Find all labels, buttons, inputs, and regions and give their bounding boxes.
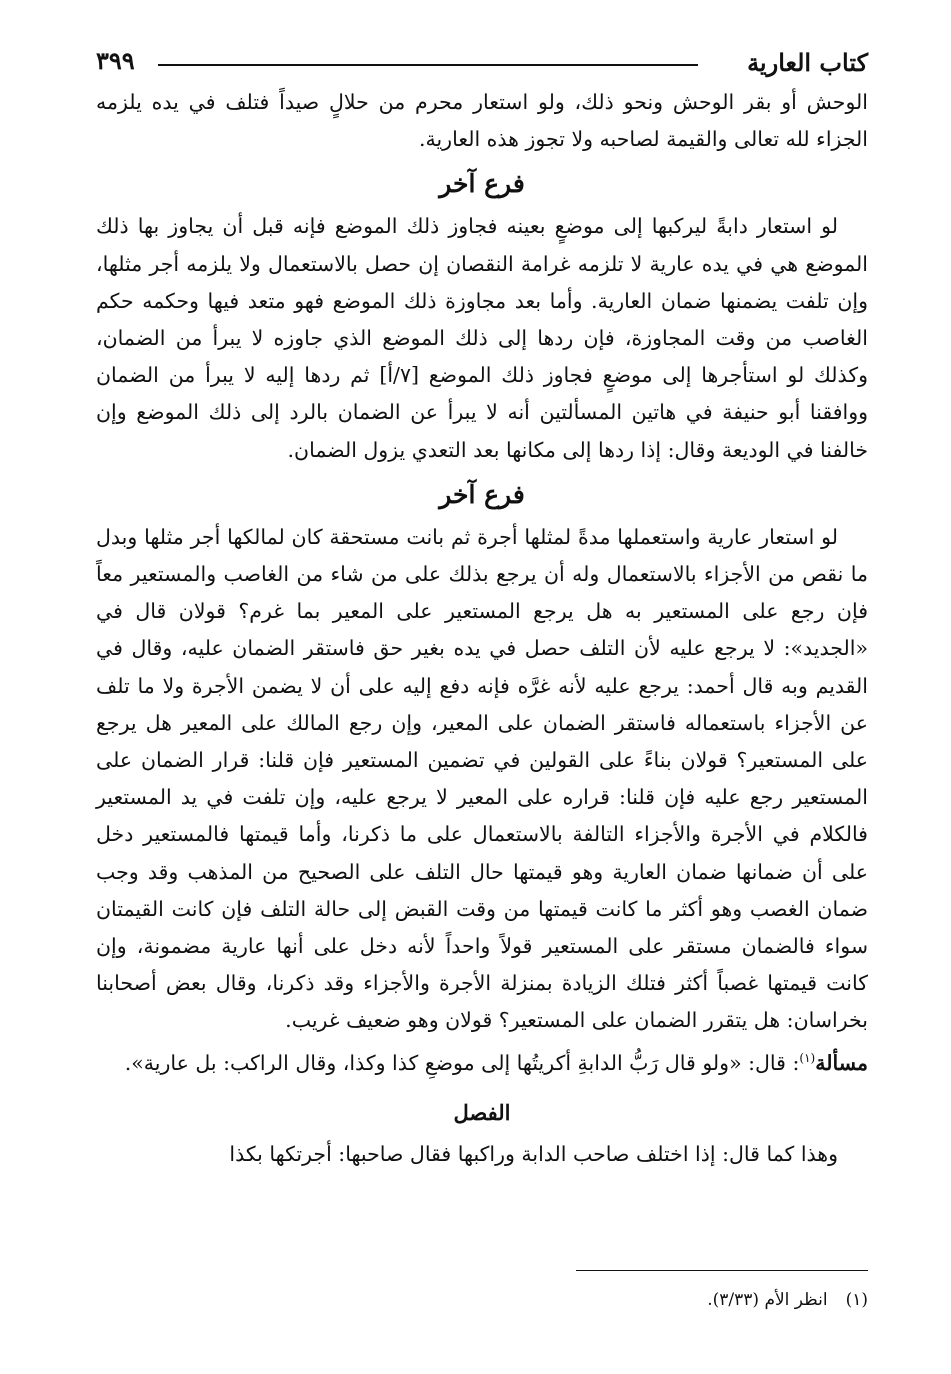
paragraph-riding-animal: لو استعار دابةً ليركبها إلى موضعٍ بعينه فجاوز ذلك الموضع فإنه قبل أن يجاوز بها ذلك الموضع هي في يده عارية لا تلزمه غرامة النقصان إن حصل بالاستعمال ولا يلزمه أجر مثلها، وإن تلفت يضمنها ضمان العارية. وأما بعد مجاوزة ذلك الموضع فهو متعد فيها وحكمه حكم الغاصب من وقت المجاوزة، فإن ردها إلى ذلك الموضع الذي جاوزه لا يبرأ من الضمان، وكذلك لو استأجرها إلى موضعٍ فجاوز ذلك الموضع [٧/أ] ثم ردها إليه لا يبرأ من الضمان ووافقنا أبو حنيفة في هاتين المسألتين أنه لا يبرأ عن الضمان بالرد إلى ذلك الموضع وإن خالفنا في الوديعة وقال: إذا ردها إلى مكانها بعد التعدي يزول الضمان. [96, 214, 868, 462]
footnote-reference: (١) [799, 1050, 816, 1065]
header-rule [158, 64, 698, 66]
footnote-number: (١) [845, 1290, 868, 1310]
paragraph-masala [96, 1040, 868, 1082]
paragraph-borrowed-item: لو استعار عارية واستعملها مدةً لمثلها أجرة ثم بانت مستحقة كان لمالكها أجر مثلها وبدل ما نقص من الأجزاء بالاستعمال وله أن يرجع بذلك على من شاء من الغاصب والمستعير معاً فإن رجع على المستعير به هل يرجع المستعير على المعير بما غرم؟ قولان قال في «الجديد»: لا يرجع عليه لأن التلف حصل في يده بغير حق فاستقر الضمان عليه، وقال في القديم وبه قال أحمد: يرجع عليه لأنه غرَّه فإنه دفع إليه على أن لا يضمن الأجرة ولا ما تلف عن الأجزاء باستعماله فاستقر الضمان على المعير، وإن رجع المالك على المعير هل يرجع على المستعير؟ قولان بناءً على القولين في تضمين المستعير فإن قلنا: قرار الضمان على المستعير رجع عليه فإن قلنا: قراره على المعير لا يرجع عليه، وإن تلفت في يد المستعير فالكلام في الأجرة والأجزاء التالفة بالاستعمال على ما ذكرنا، وأما قيمتها فالمستعير دخل على أن ضمانها ضمان العارية وهو قيمتها حال التلف على الصحيح من المذهب وقد وجب ضمان الغصب وهو أكثر ما كانت قيمتها من وقت القبض إلى حالة التلف فإن كانت القيمتان سواء فالضمان مستقر على المستعير قولاً واحداً لأنه دخل على أنها عارية مضمونة، وإن كانت قيمتها غصباً أكثر فتلك الزيادة بمنزلة الأجرة والأجزاء وقد ذكرنا، وقال بعض أصحابنا بخراسان: هل يتقرر الضمان على المستعير؟ قولان وهو ضعيف غريب. [96, 524, 868, 1033]
paragraph-fasl: وهذا كما قال: إذا اختلف صاحب الدابة وراكبها فقال صاحبها: أجرتكها بكذا [229, 1141, 838, 1166]
footnote-text: انظر الأم (٣/٣٣). [707, 1290, 828, 1310]
running-title: كتاب العارية [747, 48, 868, 77]
section-heading-far-akhar-2: فرع آخر [439, 479, 525, 509]
masala-text: : قال: «ولو قال رَبُّ الدابةِ أكريتُها إلى موضعِ كذا وكذا، وقال الراكب: بل عارية». [124, 1050, 800, 1075]
footnote-separator [576, 1270, 868, 1271]
footnote [707, 1286, 868, 1314]
page-header [96, 40, 868, 84]
paragraph-continuation: الوحش أو بقر الوحش ونحو ذلك، ولو استعار محرم من حلالٍ صيداً فتلف في يده يلزمه الجزاء لله تعالى والقيمة لصاحبه ولا تجوز هذه العارية. [96, 90, 868, 152]
page-body [96, 84, 868, 1173]
section-heading-fasl: الفصل [453, 1099, 511, 1125]
book-page [96, 40, 868, 1310]
page-number: ٣٩٩ [96, 46, 135, 75]
masala-label: مسألة [815, 1050, 868, 1075]
section-heading-far-akhar-1: فرع آخر [439, 169, 525, 199]
